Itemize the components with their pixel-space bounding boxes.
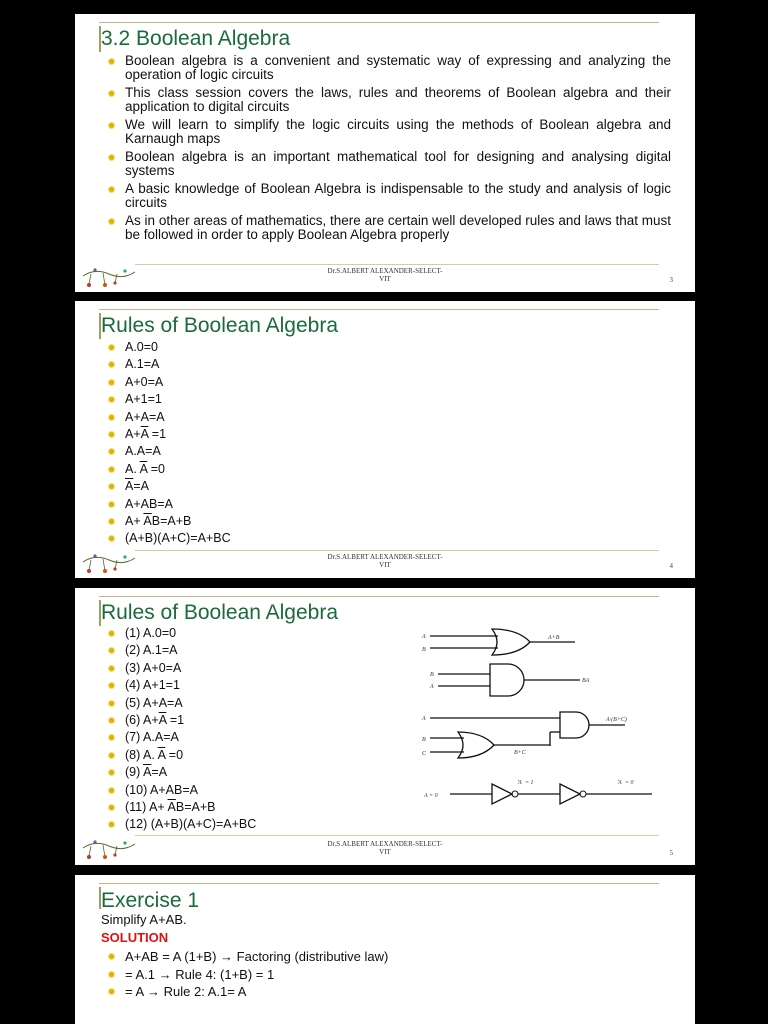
slide-boolean-algebra-intro (75, 14, 695, 292)
page-number: 3 (669, 276, 673, 284)
bullet-item: As in other areas of mathematics, there are certain well developed rules and laws that must be followed in order to apply Boolean Algebra properly (101, 214, 671, 242)
slide-title: 3.2 Boolean Algebra (101, 27, 291, 50)
svg-text:A+B: A+B (548, 635, 560, 641)
solution-label: SOLUTION (101, 930, 169, 945)
bullet-item: Boolean algebra is an important mathematical tool for designing and analysing digital systems (101, 150, 671, 178)
title-rule (99, 596, 659, 597)
rule-item: A.A=A (101, 443, 231, 460)
logic-gate-diagram (420, 626, 660, 811)
rule-item: (5) A+A=A (101, 695, 256, 712)
rule-item: A.0=0 (101, 339, 231, 356)
footer-rule (135, 550, 659, 551)
svg-text:A = 0: A = 0 (424, 793, 438, 799)
and-or-circuit (421, 712, 627, 758)
rule-item: (12) (A+B)(A+C)=A+BC (101, 816, 256, 833)
rule-item: A. $\overline{A} =0$ (101, 461, 231, 478)
slide-rules-list (75, 301, 695, 578)
or-gate-a-plus-b (421, 629, 575, 655)
footer-author: Dr.S.ALBERT ALEXANDER-SELECT- (327, 553, 443, 561)
bullet-item: This class session covers the laws, rules and theorems of Boolean algebra and their application to digital circuits (101, 86, 671, 114)
rule-item: $\overline{A}=A$ (101, 478, 231, 495)
svg-text:A: A (618, 780, 622, 786)
bullet-list (101, 54, 671, 246)
exercise-question: Simplify A+AB. (101, 912, 187, 927)
rule-item: (8) A. $\overline{A} =0$ (101, 747, 256, 764)
svg-text:A: A (422, 634, 426, 640)
svg-text:B+C: B+C (514, 750, 526, 756)
svg-text:= 1: = 1 (525, 780, 534, 786)
footer-author: Dr.S.ALBERT ALEXANDER-SELECT- (327, 267, 443, 275)
bullet-item: Boolean algebra is a convenient and systematic way of expressing and analyzing the operation of logic circuits (101, 54, 671, 82)
rule-item: (A+B)(A+C)=A+BC (101, 530, 231, 547)
solution-step: = A → Rule 2: A.1= A (101, 983, 388, 1001)
footer-institution: VIT (379, 275, 391, 283)
double-not-gates (423, 780, 652, 804)
svg-text:A: A (518, 780, 522, 786)
rule-item: (7) A.A=A (101, 729, 256, 746)
rule-item: A.1=A (101, 356, 231, 373)
rule-item: (1) A.0=0 (101, 625, 256, 642)
svg-text:B: B (422, 647, 426, 653)
svg-text:= 0: = 0 (625, 780, 634, 786)
rule-item: A+AB=A (101, 496, 231, 513)
rule-item: (10) A+AB=A (101, 782, 256, 799)
solution-step: A+AB = A (1+B) → Factoring (distributive law) (101, 948, 388, 966)
page-number: 5 (669, 849, 673, 857)
rule-item: (2) A.1=A (101, 642, 256, 659)
rule-item: (4) A+1=1 (101, 677, 256, 694)
svg-text:BA: BA (582, 678, 590, 684)
slide-exercise-1 (75, 875, 695, 1024)
svg-text:A: A (422, 716, 426, 722)
footer-author: Dr.S.ALBERT ALEXANDER-SELECT- (327, 840, 443, 848)
rule-item: (3) A+0=A (101, 660, 256, 677)
slide-title: Rules of Boolean Algebra (101, 314, 338, 337)
bullet-item: We will learn to simplify the logic circuits using the methods of Boolean algebra and Karnaugh maps (101, 118, 671, 146)
rules-list (101, 625, 256, 834)
rules-list (101, 339, 231, 548)
page-number: 4 (669, 562, 673, 570)
title-rule (99, 22, 659, 23)
svg-text:A·(B+C): A·(B+C) (606, 717, 627, 723)
slide-rules-with-gates (75, 588, 695, 865)
svg-text:B: B (422, 737, 426, 743)
rule-item: A+1=1 (101, 391, 231, 408)
footer-rule (135, 835, 659, 836)
bullet-item: A basic knowledge of Boolean Algebra is indispensable to the study and analysis of logic circuits (101, 182, 671, 210)
slide-title: Exercise 1 (101, 889, 200, 912)
rule-item: (11) $A+ \overline{A}B=A+B$ (101, 799, 256, 816)
rule-item: A+A=A (101, 409, 231, 426)
svg-text:C: C (422, 751, 427, 757)
footer-rule (135, 264, 659, 265)
svg-text:A: A (430, 684, 434, 690)
and-gate-ba (429, 664, 590, 696)
title-rule (99, 883, 659, 884)
title-rule (99, 309, 659, 310)
footer-institution: VIT (379, 561, 391, 569)
rule-item: $A+\overline{A} =1$ (101, 426, 231, 443)
solution-step: = A.1 → Rule 4: (1+B) = 1 (101, 966, 388, 984)
footer-institution: VIT (379, 848, 391, 856)
slide-title: Rules of Boolean Algebra (101, 601, 338, 624)
rule-item: A+0=A (101, 374, 231, 391)
solution-steps (101, 948, 388, 1001)
svg-text:B: B (430, 672, 434, 678)
rule-item: $A+ \overline{A}B=A+B$ (101, 513, 231, 530)
rule-item: (6) $A+\overline{A} =1$ (101, 712, 256, 729)
rule-item: (9) $\overline{A}=A$ (101, 764, 256, 781)
